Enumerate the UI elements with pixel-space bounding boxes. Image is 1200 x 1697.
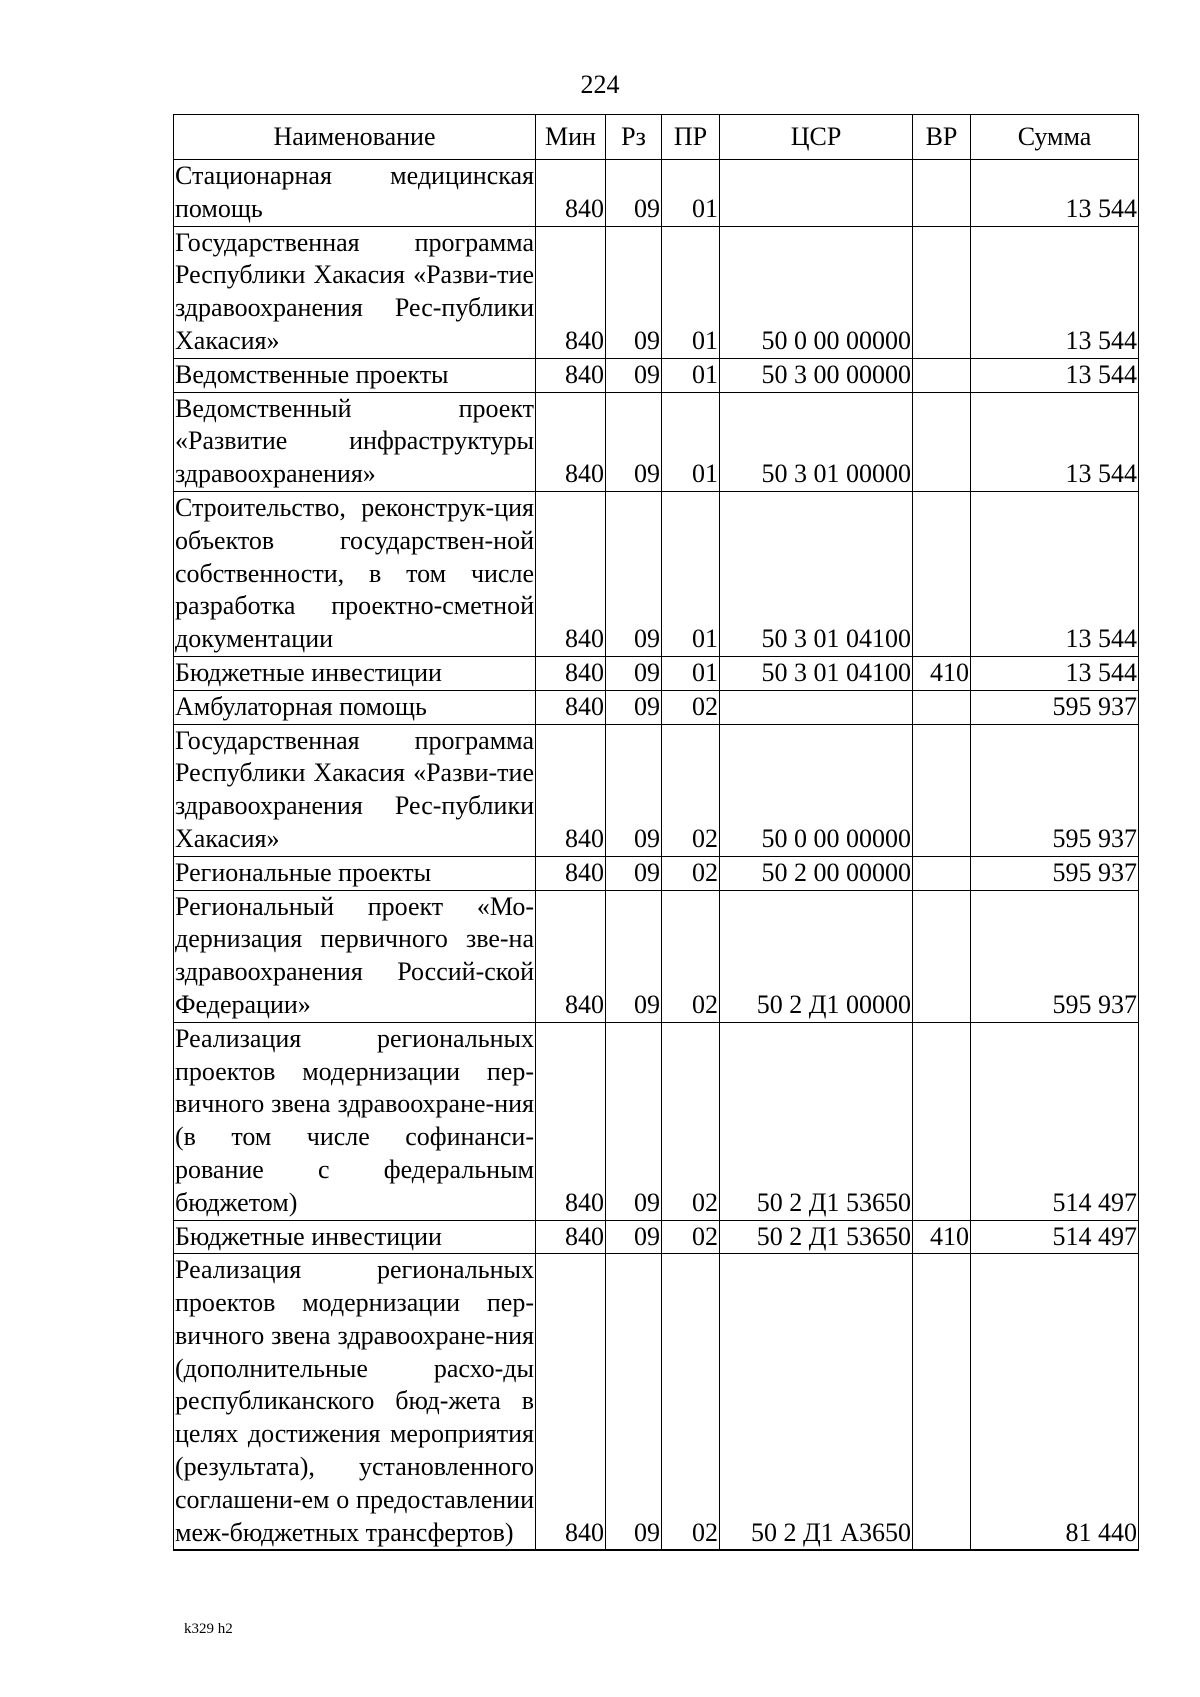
- cell-min: 840: [536, 160, 606, 227]
- cell-vr: [913, 690, 971, 724]
- cell-min: 840: [536, 358, 606, 392]
- table-row: [174, 890, 1139, 1022]
- cell-vr: [913, 358, 971, 392]
- cell-pr: 02: [662, 724, 720, 856]
- header-pr: ПР: [662, 115, 720, 160]
- cell-vr: [913, 724, 971, 856]
- cell-sum: 13 544: [971, 160, 1139, 227]
- cell-name: Ведомственные проекты: [174, 358, 536, 392]
- cell-vr: [913, 890, 971, 1022]
- cell-vr: [913, 392, 971, 491]
- cell-vr: [913, 1022, 971, 1220]
- header-rz: Рз: [606, 115, 662, 160]
- table-header-row: [174, 115, 1139, 160]
- table-row: [174, 358, 1139, 392]
- cell-name: Бюджетные инвестиции: [174, 1220, 536, 1254]
- cell-rz: 09: [606, 226, 662, 358]
- budget-table: [173, 114, 1139, 1551]
- cell-pr: 02: [662, 856, 720, 890]
- cell-min: 840: [536, 690, 606, 724]
- cell-csr: [720, 160, 913, 227]
- cell-pr: 01: [662, 392, 720, 491]
- cell-rz: 09: [606, 656, 662, 690]
- cell-min: 840: [536, 226, 606, 358]
- cell-rz: 09: [606, 1254, 662, 1551]
- cell-sum: 514 497: [971, 1022, 1139, 1220]
- cell-sum: 595 937: [971, 856, 1139, 890]
- cell-csr: 50 2 Д1 53650: [720, 1022, 913, 1220]
- table-row: [174, 392, 1139, 491]
- cell-csr: 50 0 00 00000: [720, 724, 913, 856]
- cell-csr: 50 3 01 00000: [720, 392, 913, 491]
- cell-rz: 09: [606, 1022, 662, 1220]
- cell-name: Региональный проект «Мо-дернизация первичного зве-на здравоохранения Россий-ской Федерации»: [174, 890, 536, 1022]
- cell-sum: 13 544: [971, 656, 1139, 690]
- cell-min: 840: [536, 392, 606, 491]
- cell-csr: [720, 690, 913, 724]
- cell-min: 840: [536, 724, 606, 856]
- cell-name: Реализация региональных проектов модернизации пер-вичного звена здравоохране-ния (дополнительные расхо-ды республиканского бюд-жета в целях достижения мероприятия (результата), установленного соглашени-ем о предоставлении меж-бюджетных трансфертов): [174, 1254, 536, 1551]
- cell-pr: 01: [662, 160, 720, 227]
- cell-name: Государственная программа Республики Хакасия «Разви-тие здравоохранения Рес-публики Хакасия»: [174, 226, 536, 358]
- header-csr: ЦСР: [720, 115, 913, 160]
- table-row: [174, 491, 1139, 656]
- page-number: 224: [580, 70, 620, 99]
- cell-rz: 09: [606, 724, 662, 856]
- cell-csr: 50 2 Д1 00000: [720, 890, 913, 1022]
- cell-vr: [913, 856, 971, 890]
- cell-pr: 02: [662, 1254, 720, 1551]
- cell-name: Амбулаторная помощь: [174, 690, 536, 724]
- cell-vr: [913, 1254, 971, 1551]
- cell-csr: 50 3 01 04100: [720, 656, 913, 690]
- cell-rz: 09: [606, 690, 662, 724]
- cell-csr: 50 2 Д1 53650: [720, 1220, 913, 1254]
- cell-sum: 13 544: [971, 392, 1139, 491]
- table-row: [174, 724, 1139, 856]
- cell-vr: 410: [913, 1220, 971, 1254]
- cell-rz: 09: [606, 491, 662, 656]
- cell-vr: [913, 226, 971, 358]
- cell-pr: 02: [662, 690, 720, 724]
- cell-csr: 50 3 01 04100: [720, 491, 913, 656]
- cell-min: 840: [536, 1254, 606, 1551]
- cell-pr: 02: [662, 890, 720, 1022]
- cell-pr: 02: [662, 1022, 720, 1220]
- cell-min: 840: [536, 856, 606, 890]
- cell-rz: 09: [606, 358, 662, 392]
- cell-vr: 410: [913, 656, 971, 690]
- cell-min: 840: [536, 491, 606, 656]
- cell-rz: 09: [606, 1220, 662, 1254]
- cell-name: Ведомственный проект «Развитие инфраструктуры здравоохранения»: [174, 392, 536, 491]
- cell-name: Стационарная медицинская помощь: [174, 160, 536, 227]
- cell-pr: 01: [662, 226, 720, 358]
- header-sum: Сумма: [971, 115, 1139, 160]
- table-row: [174, 690, 1139, 724]
- cell-csr: 50 2 00 00000: [720, 856, 913, 890]
- cell-rz: 09: [606, 856, 662, 890]
- table-row: [174, 226, 1139, 358]
- cell-csr: 50 2 Д1 А3650: [720, 1254, 913, 1551]
- cell-name: Строительство, реконструк-ция объектов государствен-ной собственности, в том числе разработка проектно-сметной документации: [174, 491, 536, 656]
- footer-code: k329 h2: [184, 1621, 233, 1637]
- cell-csr: 50 3 00 00000: [720, 358, 913, 392]
- cell-name: Бюджетные инвестиции: [174, 656, 536, 690]
- cell-pr: 01: [662, 358, 720, 392]
- cell-sum: 81 440: [971, 1254, 1139, 1551]
- table-row: [174, 656, 1139, 690]
- cell-sum: 595 937: [971, 724, 1139, 856]
- cell-sum: 595 937: [971, 690, 1139, 724]
- cell-sum: 13 544: [971, 491, 1139, 656]
- cell-vr: [913, 160, 971, 227]
- table-row: [174, 1220, 1139, 1254]
- cell-sum: 595 937: [971, 890, 1139, 1022]
- cell-vr: [913, 491, 971, 656]
- cell-name: Реализация региональных проектов модернизации пер-вичного звена здравоохране-ния (в том числе софинанси-рование с федеральным бюджетом): [174, 1022, 536, 1220]
- cell-csr: 50 0 00 00000: [720, 226, 913, 358]
- cell-sum: 514 497: [971, 1220, 1139, 1254]
- cell-min: 840: [536, 890, 606, 1022]
- table-row: [174, 856, 1139, 890]
- table-row: [174, 1254, 1139, 1551]
- cell-min: 840: [536, 656, 606, 690]
- cell-name: Региональные проекты: [174, 856, 536, 890]
- cell-min: 840: [536, 1220, 606, 1254]
- cell-rz: 09: [606, 890, 662, 1022]
- cell-rz: 09: [606, 392, 662, 491]
- cell-sum: 13 544: [971, 226, 1139, 358]
- header-vr: ВР: [913, 115, 971, 160]
- cell-sum: 13 544: [971, 358, 1139, 392]
- header-min: Мин: [536, 115, 606, 160]
- cell-rz: 09: [606, 160, 662, 227]
- table-row: [174, 1022, 1139, 1220]
- cell-pr: 02: [662, 1220, 720, 1254]
- table-row: [174, 160, 1139, 227]
- header-name: Наименование: [174, 115, 536, 160]
- cell-pr: 01: [662, 656, 720, 690]
- cell-name: Государственная программа Республики Хакасия «Разви-тие здравоохранения Рес-публики Хакасия»: [174, 724, 536, 856]
- cell-min: 840: [536, 1022, 606, 1220]
- cell-pr: 01: [662, 491, 720, 656]
